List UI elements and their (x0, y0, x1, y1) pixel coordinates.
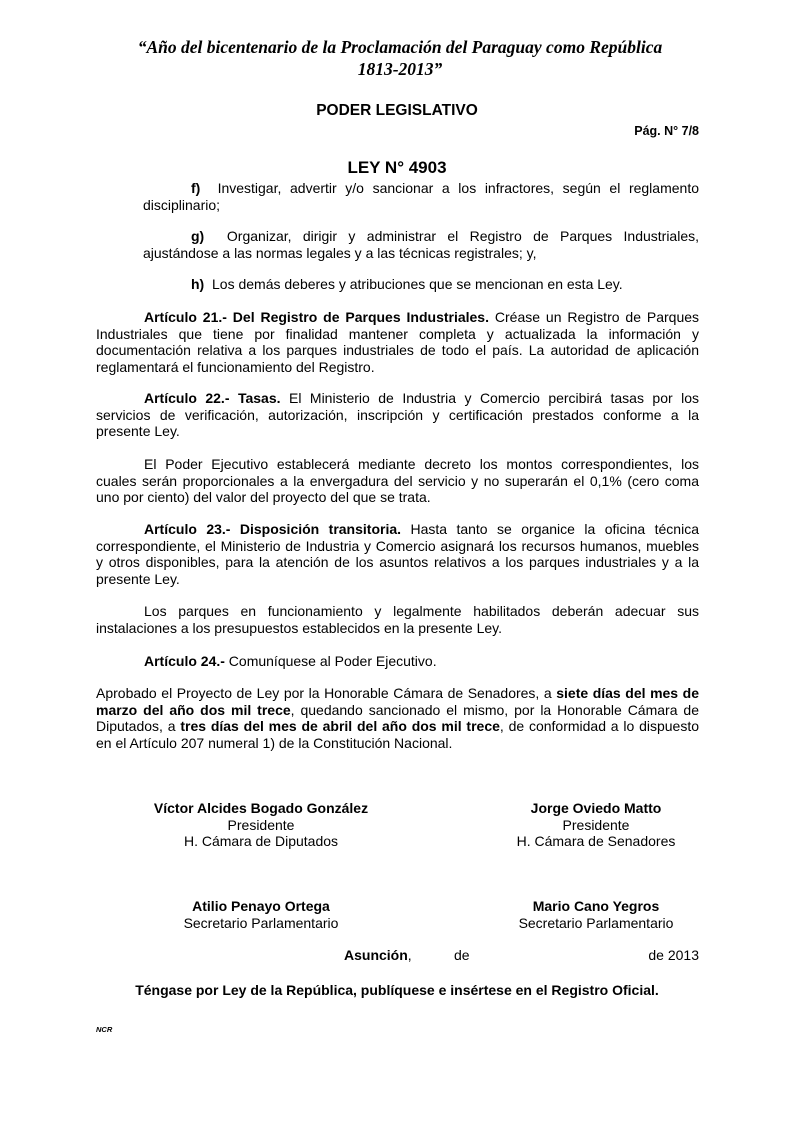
article-label: Artículo 22.- Tasas. (144, 390, 281, 406)
article-text: Comuníquese al Poder Ejecutivo. (228, 653, 437, 669)
signatory-role: Presidente (562, 816, 630, 833)
item-text: Organizar, dirigir y administrar el Registro de Parques Industriales, ajustándose a las normas legales y a las técnicas registrales; y, (143, 228, 699, 261)
signatory-name: Víctor Alcides Bogado González (153, 800, 369, 816)
signatory-name: Mario Cano Yegros (532, 898, 660, 914)
article-text: El Ministerio de Industria y Comercio percibirá tasas por los servicios de verificación, autorización, inscripción y certificación prestados conforme a la presente Ley. (96, 390, 700, 439)
initials: NCR (96, 1025, 113, 1034)
signatory-role: Secretario Parlamentario (183, 914, 339, 931)
article-text: Créase un Registro de Parques Industriales que tiene por finalidad mantener completa y actualizada la información y documentación relativa a los parques industriales de todo el país. La autoridad de aplicación reglamentará el funcionamiento del Registro. (96, 309, 700, 375)
approval-text: , quedando sancionado el mismo, por la Honorable Cámara de Diputados, a (96, 701, 699, 734)
approval-text: Aprobado el Proyecto de Ley por la Honorable Cámara de Senadores, a (96, 685, 552, 701)
item-g (143, 228, 699, 261)
item-text: Investigar, advertir y/o sancionar a los infractores, según el reglamento disciplinario; (143, 180, 699, 213)
approval-paragraph (96, 685, 699, 751)
signatory-name: Jorge Oviedo Matto (530, 800, 662, 816)
item-text: Los demás deberes y atribuciones que se mencionan en esta Ley. (212, 276, 623, 292)
signatory-name: Atilio Penayo Ortega (192, 898, 330, 914)
date-year: de 2013 (648, 947, 699, 963)
article-23 (96, 521, 699, 587)
date-line (344, 947, 412, 963)
article-22-paragraph: El Poder Ejecutivo establecerá mediante decreto los montos correspondientes, los cuales serán proporcionales a la envergadura del servicio y no superarán el 0,1% (cero coma uno por ciento) del valor del proyecto del que se trata. (96, 456, 699, 505)
item-letter: h) (191, 276, 205, 292)
page-number: Pág. N° 7/8 (634, 124, 699, 138)
article-text: Hasta tanto se organice la oficina técnica correspondiente, el Ministerio de Industria y Comercio asignará los recursos humanos, muebles y otros disponibles, para la atención de los asuntos relativos a los parques industriales y a la presente Ley. (96, 521, 699, 587)
signature-block (466, 898, 726, 931)
date-comma: , (407, 947, 412, 963)
article-label: Artículo 21.- Del Registro de Parques Industriales. (144, 309, 489, 325)
signature-block (111, 800, 411, 850)
article-24 (96, 653, 699, 670)
article-label: Artículo 24.- (144, 653, 225, 669)
signature-block (466, 800, 726, 850)
signature-block (111, 898, 411, 931)
article-21 (96, 309, 699, 375)
closing-statement: Téngase por Ley de la República, publíquese e insértese en el Registro Oficial. (135, 982, 659, 998)
article-22 (96, 390, 699, 440)
item-letter: f) (191, 180, 201, 196)
item-letter: g) (191, 228, 205, 244)
date-city: Asunción (344, 947, 408, 963)
item-f (143, 180, 699, 213)
signatory-role: Presidente (227, 816, 295, 833)
law-title: LEY N° 4903 (347, 158, 447, 177)
senate-approval-date: siete días del mes de marzo del año dos mil trece (96, 685, 699, 718)
signatory-org: H. Cámara de Diputados (183, 833, 339, 849)
approval-text: , de conformidad a lo dispuesto en el Artículo 207 numeral 1) de la Constitución Nacional. (96, 718, 700, 751)
signatory-org: H. Cámara de Senadores (516, 833, 676, 849)
date-de: de (454, 947, 470, 963)
article-label: Artículo 23.- Disposición transitoria. (144, 521, 402, 537)
article-23-paragraph: Los parques en funcionamiento y legalmente habilitados deberán adecuar sus instalaciones a los presupuestos establecidos en la presente Ley. (96, 603, 699, 636)
header-motto: “Año del bicentenario de la Proclamación del Paraguay como República 1813-2013” (137, 37, 663, 79)
institution-heading: PODER LEGISLATIVO (316, 102, 478, 119)
signatory-role: Secretario Parlamentario (518, 914, 674, 931)
deputies-approval-date: tres días del mes de abril del año dos mil trece (180, 718, 500, 734)
item-h (143, 276, 699, 293)
